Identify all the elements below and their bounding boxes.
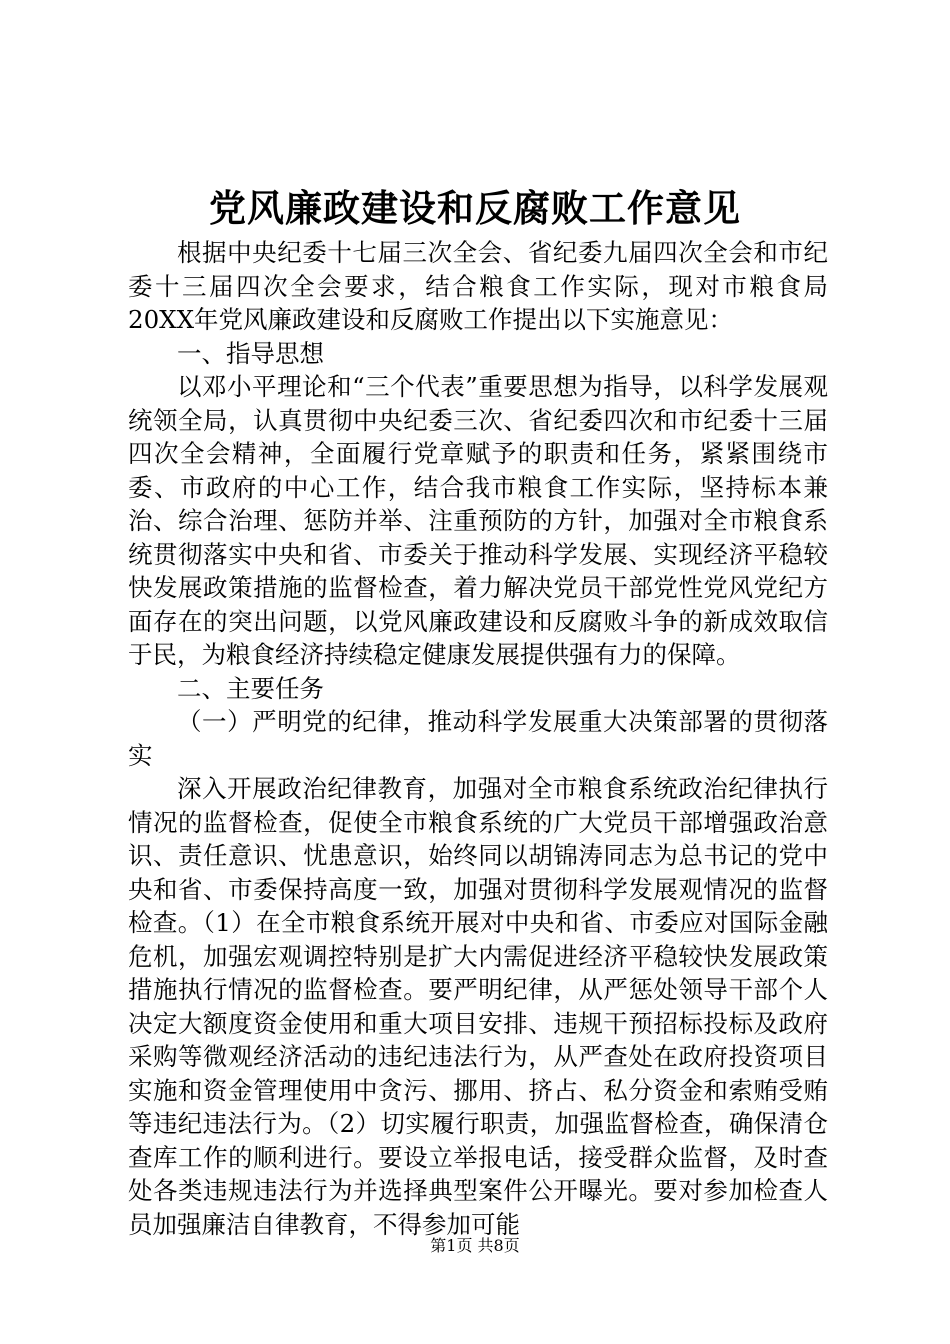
document-title: 党风廉政建设和反腐败工作意见: [209, 186, 741, 230]
party-discipline-paragraph: 深入开展政治纪律教育，加强对全市粮食系统政治纪律执行情况的监督检查，促使全市粮食系统的广大党员干部增强政治意识、责任意识、忧患意识，始终同以胡锦涛同志为总书记的党中央和省、市委保持高度一致，加强对贯彻科学发展观情况的监督检查。（1）在全市粮食系统开展对中央和省、市委应对国际金融危机，加强宏观调控特别是扩大内需促进经济平稳较快发展政策措施执行情况的监督检查。要严明纪律，从严惩处领导干部个人决定大额度资金使用和重大项目安排、违规干预招标投标及政府采购等微观经济活动的违纪违法行为，从严查处在政府投资项目实施和资金管理使用中贪污、挪用、挤占、私分资金和索贿受贿等违纪违法行为。（2）切实履行职责，加强监督检查，确保清仓查库工作的顺利进行。要设立举报电话，接受群众监督，及时查处各类违规违法行为并选择典型案件公开曝光。要对参加检查人员加强廉洁自律教育，不得参加可能: [128, 774, 828, 1239]
subsection-heading-party-discipline: （一）严明党的纪律，推动科学发展重大决策部署的贯彻落实: [128, 707, 828, 770]
guiding-ideology-paragraph: 以邓小平理论和“三个代表”重要思想为指导，以科学发展观统领全局，认真贯彻中央纪委三次、省纪委四次和市纪委十三届四次全会精神，全面履行党章赋予的职责和任务，紧紧围绕市委、市政府的中心工作，结合我市粮食工作实际，坚持标本兼治、综合治理、惩防并举、注重预防的方针，加强对全市粮食系统贯彻落实中央和省、市委关于推动科学发展、实现经济平稳较快发展政策措施的监督检查，着力解决党员干部党性党风党纪方面存在的突出问题，以党风廉政建设和反腐败斗争的新成效取信于民，为粮食经济持续稳定健康发展提供强有力的保障。: [128, 372, 828, 669]
intro-paragraph: 根据中央纪委十七届三次全会、省纪委九届四次全会和市纪委十三届四次全会要求，结合粮食工作实际，现对市粮食局20XX年党风廉政建设和反腐败工作提出以下实施意见：: [128, 238, 828, 334]
page-number-footer: 第1页 共8页: [430, 1236, 520, 1255]
section-heading-guiding-ideology: 一、指导思想: [177, 338, 324, 368]
document-body: [128, 236, 828, 1241]
section-heading-main-tasks: 二、主要任务: [177, 673, 324, 703]
